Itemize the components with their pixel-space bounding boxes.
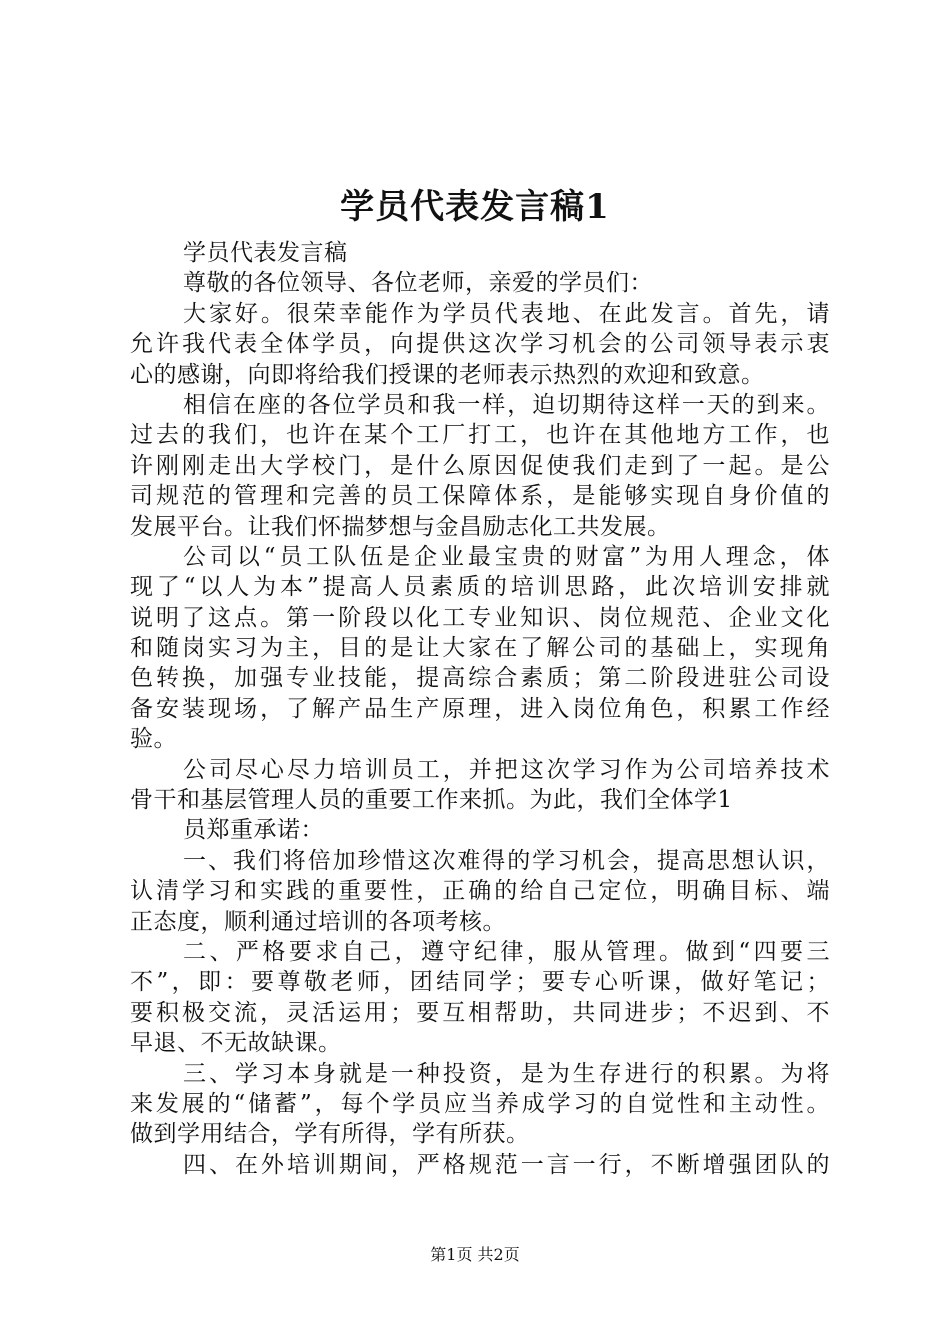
document-title: 学员代表发言稿1 — [340, 187, 610, 227]
text-line: 色转换，加强专业技能，提高综合素质；第二阶段进驻公司设 — [130, 665, 830, 692]
text-line: 三、学习本身就是一种投资，是为生存进行的积累。为将 — [183, 1060, 830, 1087]
page-footer: 第1页 共2页 — [430, 1245, 520, 1264]
text-line: 正态度，顺利通过培训的各项考核。 — [130, 908, 506, 935]
text-line: 许刚刚走出大学校门，是什么原因促使我们走到了一起。是公 — [130, 452, 830, 479]
text-line: 说明了这点。第一阶段以化工专业知识、岗位规范、企业文化 — [130, 604, 830, 631]
text-line: 四、在外培训期间，严格规范一言一行，不断增强团队的 — [183, 1151, 830, 1178]
text-line: 一、我们将倍加珍惜这次难得的学习机会，提高思想认识， — [183, 847, 830, 874]
text-line: 过去的我们，也许在某个工厂打工，也许在其他地方工作，也 — [130, 422, 830, 449]
text-line: 二、严格要求自己，遵守纪律，服从管理。做到“四要三 — [183, 938, 830, 965]
text-line: 要积极交流，灵活运用；要互相帮助，共同进步；不迟到、不 — [130, 999, 830, 1026]
text-line: 认清学习和实践的重要性，正确的给自己定位，明确目标、端 — [130, 878, 830, 905]
text-line: 骨干和基层管理人员的重要工作来抓。为此，我们全体学1 — [130, 787, 733, 814]
text-line: 早退、不无故缺课。 — [130, 1030, 342, 1057]
text-line: 现了“以人为本”提高人员素质的培训思路，此次培训安排就 — [130, 574, 830, 601]
text-line: 员郑重承诺： — [183, 817, 324, 844]
text-line: 备安装现场，了解产品生产原理，进入岗位角色，积累工作经 — [130, 695, 830, 722]
text-line: 做到学用结合，学有所得，学有所获。 — [130, 1121, 530, 1148]
text-line: 心的感谢，向即将给我们授课的老师表示热烈的欢迎和致意。 — [130, 361, 765, 388]
text-line: 公司以“员工队伍是企业最宝贵的财富”为用人理念，体 — [183, 543, 830, 570]
text-line: 相信在座的各位学员和我一样，迫切期待这样一天的到来。 — [183, 391, 830, 418]
text-line: 公司尽心尽力培训员工，并把这次学习作为公司培养技术 — [183, 756, 830, 783]
text-line: 学员代表发言稿 — [183, 240, 348, 266]
document-body — [130, 238, 830, 1180]
text-line: 验。 — [130, 726, 177, 753]
text-line: 大家好。很荣幸能作为学员代表地、在此发言。首先，请 — [183, 300, 830, 327]
text-line: 和随岗实习为主，目的是让大家在了解公司的基础上，实现角 — [130, 635, 830, 662]
text-line: 不”，即：要尊敬老师，团结同学；要专心听课，做好笔记； — [130, 969, 830, 996]
text-line: 允许我代表全体学员，向提供这次学习机会的公司领导表示衷 — [130, 331, 830, 358]
text-line: 发展平台。让我们怀揣梦想与金昌励志化工共发展。 — [130, 513, 671, 540]
text-line: 司规范的管理和完善的员工保障体系，是能够实现自身价值的 — [130, 483, 830, 510]
text-line: 来发展的“储蓄”，每个学员应当养成学习的自觉性和主动性。 — [130, 1090, 830, 1117]
text-line: 尊敬的各位领导、各位老师，亲爱的学员们： — [183, 270, 653, 297]
